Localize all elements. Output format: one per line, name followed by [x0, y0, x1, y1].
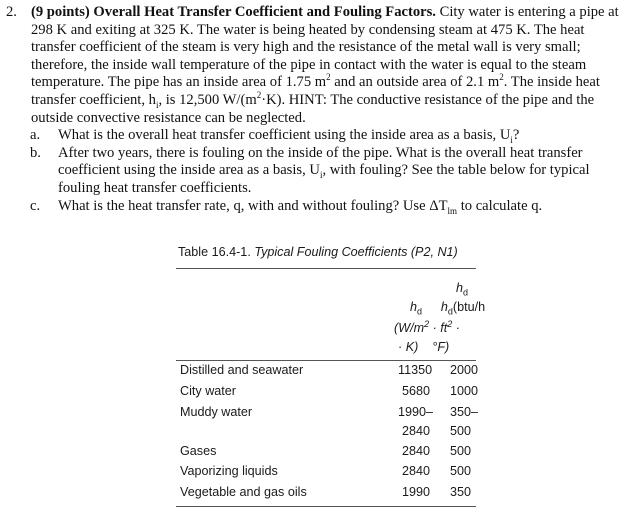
- header-si-sup: 2: [424, 318, 430, 329]
- question-text-2: and an outside area of 2.1 m: [330, 74, 500, 91]
- question-2: [6, 4, 630, 127]
- row-us: 500: [450, 444, 472, 458]
- question-text-4: , is 12,500 W/(m: [158, 91, 257, 108]
- header-us-symbol-2: [440, 299, 486, 316]
- sup-1: 2: [326, 72, 331, 83]
- part-label: a.: [30, 127, 41, 144]
- question-title: (9 points) Overall Heat Transfer Coefficient and Fouling Factors.: [31, 4, 436, 20]
- header-si-unit-4: · K): [398, 340, 419, 354]
- question-text-3: . The inside heat transfer coefficient, h: [31, 74, 600, 108]
- question-body: [31, 4, 630, 127]
- part-b-sub: i: [319, 170, 323, 181]
- hd-sub: d: [463, 287, 469, 298]
- table-row: [180, 464, 476, 484]
- table-top-rule: [176, 268, 476, 269]
- row-si: 2840: [402, 424, 431, 438]
- header-si-symbol: [398, 299, 434, 316]
- hd-sym: h: [440, 300, 448, 314]
- row-name: Vegetable and gas oils: [180, 485, 307, 499]
- hd-sym: h: [409, 300, 417, 314]
- question-text-5: ·K). HINT: The conductive resistance of the pipe and the outside convective resistance can be neglected.: [31, 91, 595, 126]
- part-text: [58, 127, 630, 145]
- row-us: 350: [450, 485, 472, 499]
- row-si: 2840: [402, 464, 431, 478]
- sub-3: i: [155, 99, 159, 110]
- hd-sub: d: [447, 306, 453, 317]
- header-si-unit-3: ·: [452, 321, 461, 335]
- row-us: 1000: [450, 384, 479, 398]
- table-row: [180, 444, 476, 464]
- table-caption: [178, 245, 458, 259]
- row-name: City water: [180, 384, 236, 398]
- caption-prefix: Table 16.4-1.: [178, 245, 255, 259]
- part-a: [6, 127, 630, 145]
- table-bottom-rule: [176, 506, 476, 507]
- header-us-symbol: [446, 280, 478, 297]
- part-a-after: ?: [512, 127, 520, 144]
- row-us: 500: [450, 424, 472, 438]
- row-si: 2840: [402, 444, 431, 458]
- row-si: 11350: [398, 363, 433, 377]
- row-si: 1990: [402, 485, 431, 499]
- part-c-after: to calculate q.: [457, 197, 543, 214]
- part-c: [6, 198, 630, 216]
- part-c-text: What is the heat transfer rate, q, with and without fouling? Use ΔT: [58, 197, 448, 214]
- row-name: Distilled and seawater: [180, 363, 304, 377]
- sup-2: 2: [499, 72, 504, 83]
- table-header-rule: [176, 360, 476, 361]
- row-si: 1990–: [398, 405, 434, 419]
- table-row: [180, 384, 479, 404]
- question-number: 2.: [6, 4, 17, 20]
- header-si-unit-1: (W/m: [394, 321, 425, 335]
- part-c-sub: lm: [447, 205, 458, 216]
- header-us-unit-2: °F): [432, 340, 450, 354]
- table-row: [180, 405, 479, 425]
- part-label: c.: [30, 197, 41, 214]
- part-label: b.: [30, 144, 41, 161]
- hd-sym: h: [455, 281, 463, 295]
- problem-statement: [6, 4, 630, 215]
- header-si-unit-2: · ft: [429, 321, 448, 335]
- part-text: [58, 198, 630, 216]
- header-units-row: [394, 320, 484, 337]
- row-us: 500: [450, 464, 472, 478]
- table-row: [180, 485, 476, 505]
- hd-sub: d: [417, 306, 423, 317]
- part-b-after: , with fouling? See the table below for typical fouling heat transfer coefficients.: [58, 162, 590, 196]
- header-us-unit-1: (btu/h: [452, 300, 486, 314]
- header-units-row-2: [398, 339, 488, 356]
- row-us: 350–: [450, 405, 479, 419]
- row-name: Gases: [180, 444, 217, 458]
- part-a-text: What is the overall heat transfer coefficient using the inside area as a basis, U: [58, 127, 511, 144]
- part-b-text: After two years, there is fouling on the inside of the pipe. What is the overall heat transfer coefficient using the inside area as a basis, U: [58, 144, 583, 179]
- header-si-sup2: 2: [447, 318, 453, 329]
- row-name: Muddy water: [180, 405, 253, 419]
- part-a-sub: i: [510, 135, 513, 146]
- sup-4: 2: [256, 90, 262, 101]
- row-us: 2000: [450, 363, 479, 377]
- row-si: 5680: [402, 384, 431, 398]
- part-text: [58, 145, 630, 198]
- question-text-1: City water is entering a pipe at 298 K and exiting at 325 K. The water is being heated by condensing steam at 475 K. The heat transfer coefficient of the steam is very high and the resistance of the metal wall is very small; therefore, the inside wall temperature of the pipe in contact with the water is equal to the steam temperature. The pipe has an inside area of 1.75 m: [31, 4, 619, 91]
- row-name: Vaporizing liquids: [180, 464, 278, 478]
- caption-title: Typical Fouling Coefficients (P2, N1): [254, 245, 458, 259]
- table-row: [180, 424, 476, 444]
- part-b: [6, 145, 630, 198]
- table-row: [180, 363, 479, 383]
